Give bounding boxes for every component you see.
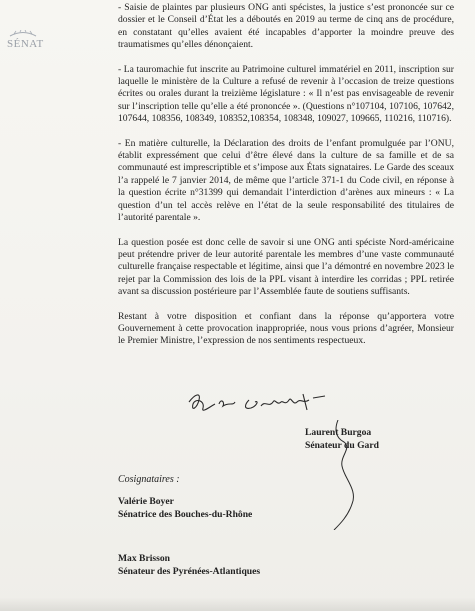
cosignatory-boyer — [118, 495, 252, 521]
cosignatory-name: Max Brisson — [118, 553, 170, 564]
cosignataires-label: Cosignataires : — [118, 474, 180, 485]
senat-logo-text: SÉNAT — [7, 38, 44, 50]
paragraph-tauromachie: - La tauromachie fut inscrite au Patrimoine culturel immatériel en 2011, inscription sur laquelle le ministère de la Culture a refusé de revenir à l’occasion de treize questions écrites ou orales durant la treizième législature : « Il n’est pas envisageable de revenir sur l’inscription telle qu’elle a été prononcée ». (Questions n°107104, 107106, 107642, 107644, 108356, 108349, 108352,108354, 108348, 109027, 109665, 110216, 110716). — [118, 63, 454, 125]
paragraph-question: La question posée est donc celle de savoir si une ONG anti spéciste Nord-américaine peut prétendre priver de leur autorité parentale les membres d’une vaste communauté culturelle française respectable et légitime, ainsi que l’a démontré en novembre 2023 le rejet par la Commission des lois de la PPL visant à interdire les corridas ; PPL retirée avant sa discussion postérieure par l’Assemblée faute de soutiens suffisants. — [118, 236, 454, 298]
page-edge-shadow — [0, 597, 475, 611]
paragraph-closing: Restant à votre disposition et confiant dans la réponse qu’apportera votre Gouvernement à cette provocation inappropriée, nous vous prions d’agréer, Monsieur le Premier Ministre, l’expression de nos sentiments respectueux. — [118, 310, 454, 347]
paragraph-culturelle: - En matière culturelle, la Déclaration des droits de l’enfant promulguée par l’ONU, établit expressément que celui d’être élevé dans la culture de sa famille et de sa communauté est imprescriptible et s’impose aux États signataires. Le Garde des sceaux l’a rappelé le 7 janvier 2014, de même que l’article 371-1 du Code civil, en réponse à la question écrite n°31399 qui demandait l’interdiction d’arènes aux mineurs : « La question d’un tel accès relève en l’état de la seule responsabilité des titulaires de l’autorité parentale ». — [118, 137, 454, 224]
signatory-block — [305, 427, 379, 452]
cosignatory-title: Sénatrice des Bouches-du-Rhône — [118, 509, 253, 520]
letter-body — [118, 2, 454, 360]
signatory-title: Sénateur du Gard — [305, 439, 379, 451]
handwritten-signature — [185, 388, 335, 418]
signatory-name: Laurent Burgoa — [305, 427, 372, 438]
cosignatory-title: Sénateur des Pyrénées-Atlantiques — [118, 566, 261, 577]
paragraph-plaintes: - Saisie de plaintes par plusieurs ONG anti spécistes, la justice s’est prononcée sur ce dossier et le Conseil d’État les a déboutés en 2019 au terme de cinq ans de procédure, en constatant qu’elles avaient été incapables d’apporter la moindre preuve des traumatismes qu’elles dénonçaient. — [118, 2, 454, 51]
cosignatory-brisson — [118, 552, 260, 578]
cosignatory-name: Valérie Boyer — [118, 496, 174, 507]
